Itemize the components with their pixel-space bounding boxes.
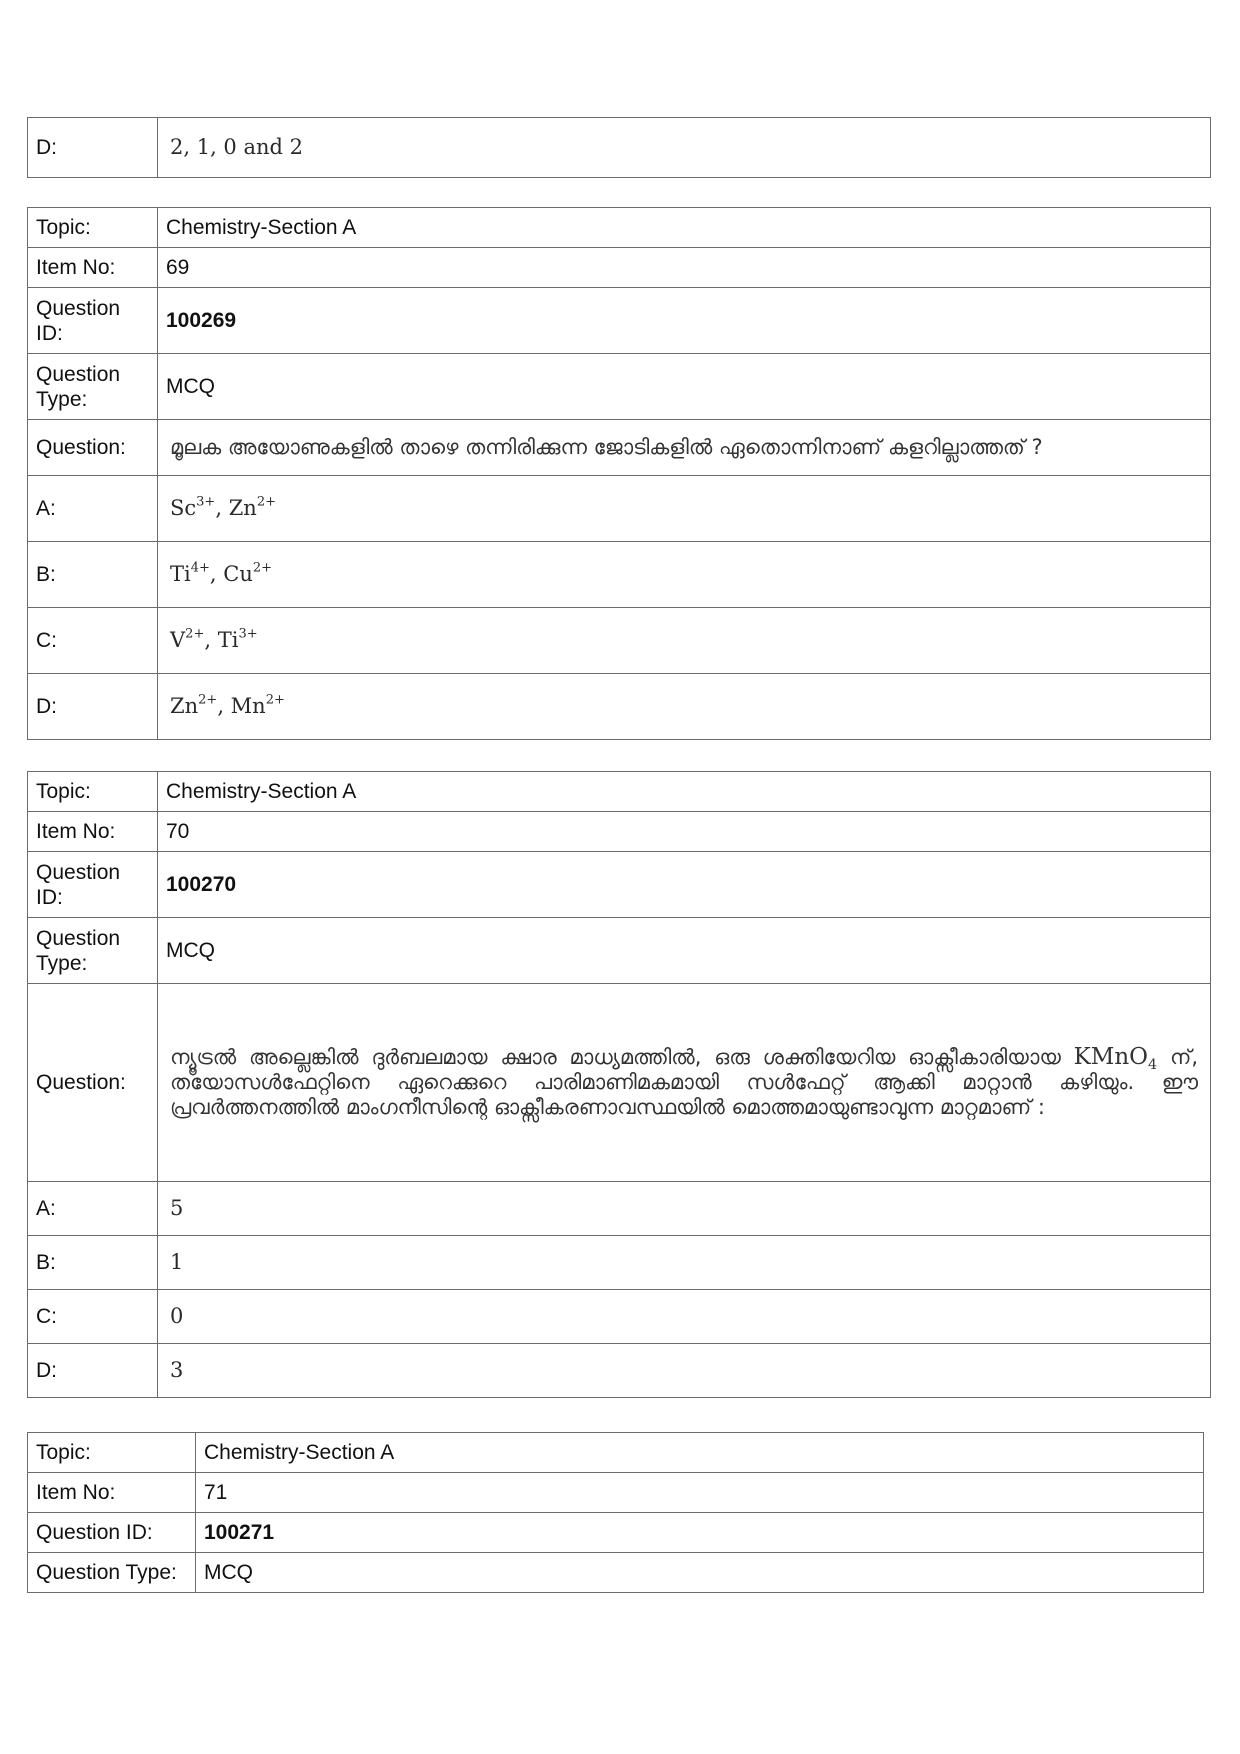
question-type-value: MCQ xyxy=(158,918,1211,984)
topic-value: Chemistry-Section A xyxy=(158,772,1211,812)
ion-charge: 4+ xyxy=(190,560,210,576)
separator: , xyxy=(209,562,224,586)
option-label: A: xyxy=(28,476,158,542)
option-label: D: xyxy=(28,118,158,178)
topic-label: Topic: xyxy=(28,1433,196,1473)
question-type-row xyxy=(28,354,1211,420)
option-label: C: xyxy=(28,1290,158,1344)
option-row-a xyxy=(28,1182,1211,1236)
option-value: 2, 1, 0 and 2 xyxy=(158,118,1211,178)
option-label: B: xyxy=(28,542,158,608)
option-value xyxy=(158,476,1211,542)
item-label: Item No: xyxy=(28,1473,196,1513)
question-id-value: 100269 xyxy=(158,288,1211,354)
option-value: 1 xyxy=(158,1236,1211,1290)
question-text xyxy=(158,984,1211,1182)
option-value: 5 xyxy=(158,1182,1211,1236)
question-id-label: Question ID: xyxy=(28,288,158,354)
option-label: B: xyxy=(28,1236,158,1290)
topic-label: Topic: xyxy=(28,772,158,812)
option-value xyxy=(158,674,1211,740)
item-value: 71 xyxy=(196,1473,1204,1513)
item-row xyxy=(28,812,1211,852)
ion-charge: 3+ xyxy=(196,494,216,510)
question-text-part1: ന്യൂട്രൽ അല്ലെങ്കിൽ ദുർബലമായ ക്ഷാര മാധ്യമത്തിൽ, ഒരു ശക്തിയേറിയ ഓക്സീകാരിയായ xyxy=(170,1045,1074,1069)
question-text: മൂലക അയോണുകളിൽ താഴെ തന്നിരിക്കുന്ന ജോടികളിൽ ഏതൊന്നിനാണ് കളറില്ലാത്തത് ? xyxy=(158,420,1211,476)
question-text-part2: ന്, തയോസൾഫേറ്റിനെ ഏറെക്കുറെ പാരിമാണിമകമായി സൾഫേറ്റ് ആക്കി മാറ്റാൻ കഴിയും. ഈ പ്രവർത്തനത്തിൽ മാംഗനീസിന്റെ ഓക്സീകരണാവസ്ഥയിൽ മൊത്തമായുണ്ടാവുന്ന മാറ്റമാണ് : xyxy=(170,1045,1198,1119)
option-value: 3 xyxy=(158,1344,1211,1398)
ion-charge: 2+ xyxy=(252,560,273,576)
question-row xyxy=(28,984,1211,1182)
option-value: 0 xyxy=(158,1290,1211,1344)
option-row-b xyxy=(28,542,1211,608)
item-label: Item No: xyxy=(28,812,158,852)
topic-row xyxy=(28,208,1211,248)
formula-main: KMnO xyxy=(1073,1044,1149,1070)
option-row-d xyxy=(28,118,1211,178)
option-value xyxy=(158,608,1211,674)
option-label: A: xyxy=(28,1182,158,1236)
ion: Cu xyxy=(223,562,253,586)
ion-charge: 3+ xyxy=(238,626,258,642)
ion-charge: 2+ xyxy=(265,692,285,708)
formula xyxy=(1073,1044,1158,1073)
question-id-label: Question ID: xyxy=(28,852,158,918)
question-id-value: 100270 xyxy=(158,852,1211,918)
question-type-label: Question Type: xyxy=(28,918,158,984)
question-id-label: Question ID: xyxy=(28,1513,196,1553)
topic-label: Topic: xyxy=(28,208,158,248)
question-id-row xyxy=(28,852,1211,918)
option-row-d xyxy=(28,1344,1211,1398)
question-id-value: 100271 xyxy=(196,1513,1204,1553)
option-label: D: xyxy=(28,674,158,740)
question-type-label: Question Type: xyxy=(28,354,158,420)
topic-value: Chemistry-Section A xyxy=(196,1433,1204,1473)
question-block-71 xyxy=(27,1432,1204,1593)
item-label: Item No: xyxy=(28,248,158,288)
question-type-label: Question Type: xyxy=(28,1553,196,1593)
option-row-c xyxy=(28,1290,1211,1344)
item-row xyxy=(28,1473,1204,1513)
ion: Zn xyxy=(228,496,257,520)
option-row-c xyxy=(28,608,1211,674)
separator: , xyxy=(217,694,231,718)
separator: , xyxy=(215,496,229,520)
option-row-a xyxy=(28,476,1211,542)
option-row-b xyxy=(28,1236,1211,1290)
ion-charge: 2+ xyxy=(198,692,218,708)
ion: Ti xyxy=(217,628,239,652)
option-row-d xyxy=(28,674,1211,740)
question-type-row xyxy=(28,918,1211,984)
item-value: 70 xyxy=(158,812,1211,852)
question-label: Question: xyxy=(28,420,158,476)
question-type-row xyxy=(28,1553,1204,1593)
option-label: D: xyxy=(28,1344,158,1398)
ion-charge: 2+ xyxy=(185,626,205,642)
question-id-row xyxy=(28,288,1211,354)
question-type-value: MCQ xyxy=(196,1553,1204,1593)
option-value xyxy=(158,542,1211,608)
ion: Sc xyxy=(170,496,197,520)
item-row xyxy=(28,248,1211,288)
topic-value: Chemistry-Section A xyxy=(158,208,1211,248)
formula-subscript: 4 xyxy=(1148,1056,1158,1073)
question-block-70 xyxy=(27,771,1211,1398)
topic-row xyxy=(28,772,1211,812)
option-label: C: xyxy=(28,608,158,674)
ion: V xyxy=(170,628,186,652)
question-block-69 xyxy=(27,207,1211,740)
ion: Mn xyxy=(230,694,266,718)
question-label: Question: xyxy=(28,984,158,1182)
item-value: 69 xyxy=(158,248,1211,288)
question-block-prev xyxy=(27,117,1211,178)
separator: , xyxy=(204,628,218,652)
ion: Ti xyxy=(170,562,191,586)
topic-row xyxy=(28,1433,1204,1473)
question-type-value: MCQ xyxy=(158,354,1211,420)
question-row xyxy=(28,420,1211,476)
ion: Zn xyxy=(170,694,199,718)
ion-charge: 2+ xyxy=(256,494,277,510)
question-id-row xyxy=(28,1513,1204,1553)
